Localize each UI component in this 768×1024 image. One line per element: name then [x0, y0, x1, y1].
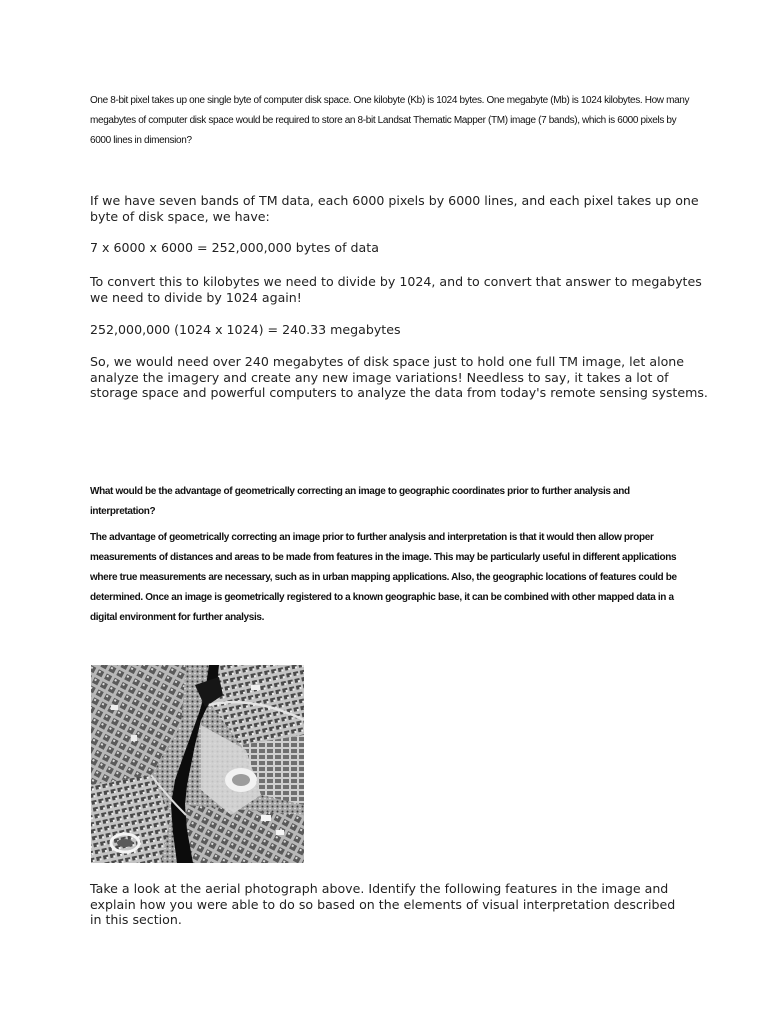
question-aerial-photo: Take a look at the aerial photograph above. Identify the following features in the image and explain how you were able to do so based on the elements of visual interpretation described in this section. [90, 881, 676, 928]
question-geometric-correction: What would be the advantage of geometrically correcting an image to geographic coordinates prior to further analysis and interpretation? [90, 486, 630, 517]
answer-conclusion: So, we would need over 240 megabytes of disk space just to hold one full TM image, let alone analyze the imagery and create any new image variations! Needless to say, it takes a lot of storage space and powerful computers to analyze the data from today's remote sensing systems. [90, 354, 708, 401]
answer-equation-megabytes: 252,000,000 (1024 x 1024) = 240.33 megabytes [90, 322, 401, 337]
answer-intro: If we have seven bands of TM data, each 6000 pixels by 6000 lines, and each pixel takes up one byte of disk space, we have: [90, 193, 699, 224]
answer-geometric-correction: The advantage of geometrically correcting an image prior to further analysis and interpretation is that it would then allow proper measurements of distances and areas to be made from features in the image. This may be particularly useful in different applications where true measurements are necessary, such as in urban mapping applications. Also, the geographic locations of features could be determined. Once an image is geometrically registered to a known geographic base, it can be combined with other mapped data in a digital environment for further analysis. [90, 532, 677, 623]
answer-conversion-note: To convert this to kilobytes we need to divide by 1024, and to convert that answer to megabytes we need to divide by 1024 again! [90, 274, 702, 305]
aerial-photograph-drawing [91, 665, 304, 863]
question-disk-space: One 8-bit pixel takes up one single byte of computer disk space. One kilobyte (Kb) is 1024 bytes. One megabyte (Mb) is 1024 kilobytes. How many megabytes of computer disk space would be required to store an 8-bit Landsat Thematic Mapper (TM) image (7 bands), which is 6000 pixels by 6000 lines in dimension? [90, 95, 690, 146]
answer-equation-bytes: 7 x 6000 x 6000 = 252,000,000 bytes of data [90, 240, 379, 255]
aerial-photograph [91, 665, 304, 863]
